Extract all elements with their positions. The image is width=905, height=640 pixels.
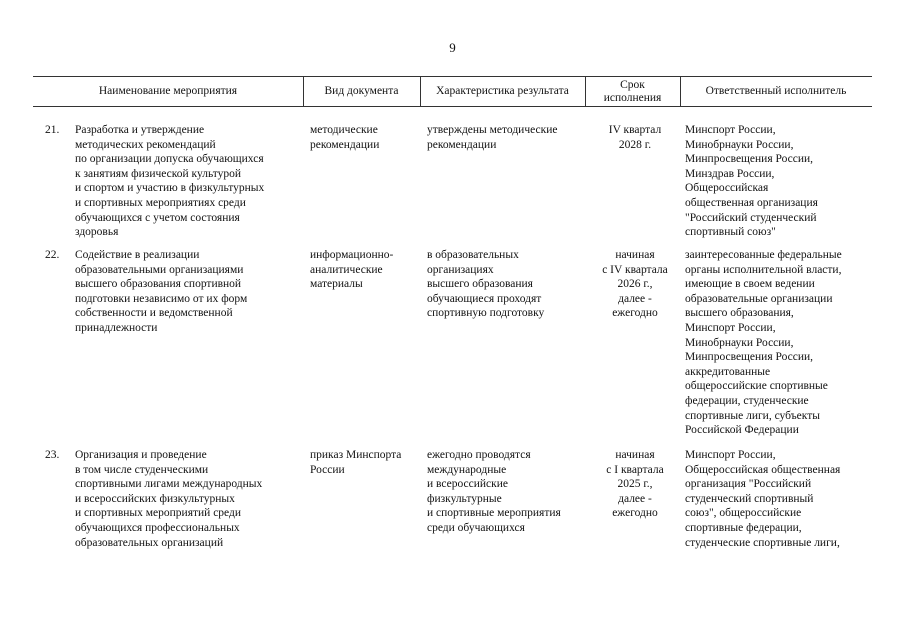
event-name: Содействие в реализации образовательными организациями высшего образования спортивной подготовки независимо от их форм собственности и ведомственной принадлежности bbox=[75, 249, 248, 334]
result-description: утверждены методические рекомендации bbox=[427, 124, 558, 151]
deadline: начиная с IV квартала 2026 г., далее - ежегодно bbox=[602, 249, 668, 320]
row-number: 21. bbox=[45, 124, 60, 136]
header-name: Наименование мероприятия bbox=[98, 85, 238, 97]
result-description: ежегодно проводятся международные и всероссийские физкультурные и спортивные мероприятия среди обучающихся bbox=[427, 449, 561, 534]
table-header-bottom-border bbox=[33, 106, 872, 107]
deadline: IV квартал 2028 г. bbox=[608, 124, 662, 151]
document-type: приказ Минспорта России bbox=[310, 449, 402, 476]
document-type: информационно- аналитические материалы bbox=[310, 249, 394, 291]
header-document-type: Вид документа bbox=[324, 85, 399, 97]
header-responsible: Ответственный исполнитель bbox=[705, 85, 847, 97]
event-name: Разработка и утверждение методических рекомендаций по организации допуска обучающихся к занятиям физической культурой и спортом и участию в физкультурных и спортивных мероприятиях среди обучающихся с учетом состояния здоровья bbox=[75, 124, 265, 239]
page-number: 9 bbox=[449, 40, 456, 55]
document-type: методические рекомендации bbox=[310, 124, 380, 151]
responsible-executor: Минспорт России, Общероссийская общественная организация "Российский студенческий спортивный союз", общероссийские спортивные федерации, студенческие спортивные лиги, bbox=[685, 449, 841, 549]
deadline: начиная с I квартала 2025 г., далее - ежегодно bbox=[606, 449, 664, 520]
row-number: 22. bbox=[45, 249, 60, 261]
responsible-executor: заинтересованные федеральные органы исполнительной власти, имеющие в своем ведении образовательные организации высшего образования, Минспорт России, Минобрнауки России, Минпросвещения России, аккредитованные общероссийские спортивные федерации, студенческие спортивные лиги, субъекты Российской Федерации bbox=[685, 249, 842, 437]
event-name: Организация и проведение в том числе студенческими спортивными лигами международных и всероссийских физкультурных и спортивных мероприятий среди обучающихся профессиональных образовательных организаций bbox=[75, 449, 263, 549]
responsible-executor: Минспорт России, Минобрнауки России, Минпросвещения России, Минздрав России, Общероссийская общественная организация "Российский студенческий спортивный союз" bbox=[685, 124, 818, 239]
header-result: Характеристика результата bbox=[436, 85, 569, 97]
result-description: в образовательных организациях высшего образования обучающиеся проходят спортивную подготовку bbox=[427, 249, 545, 320]
row-number: 23. bbox=[45, 449, 60, 461]
header-term: Срок исполнения bbox=[603, 78, 662, 104]
